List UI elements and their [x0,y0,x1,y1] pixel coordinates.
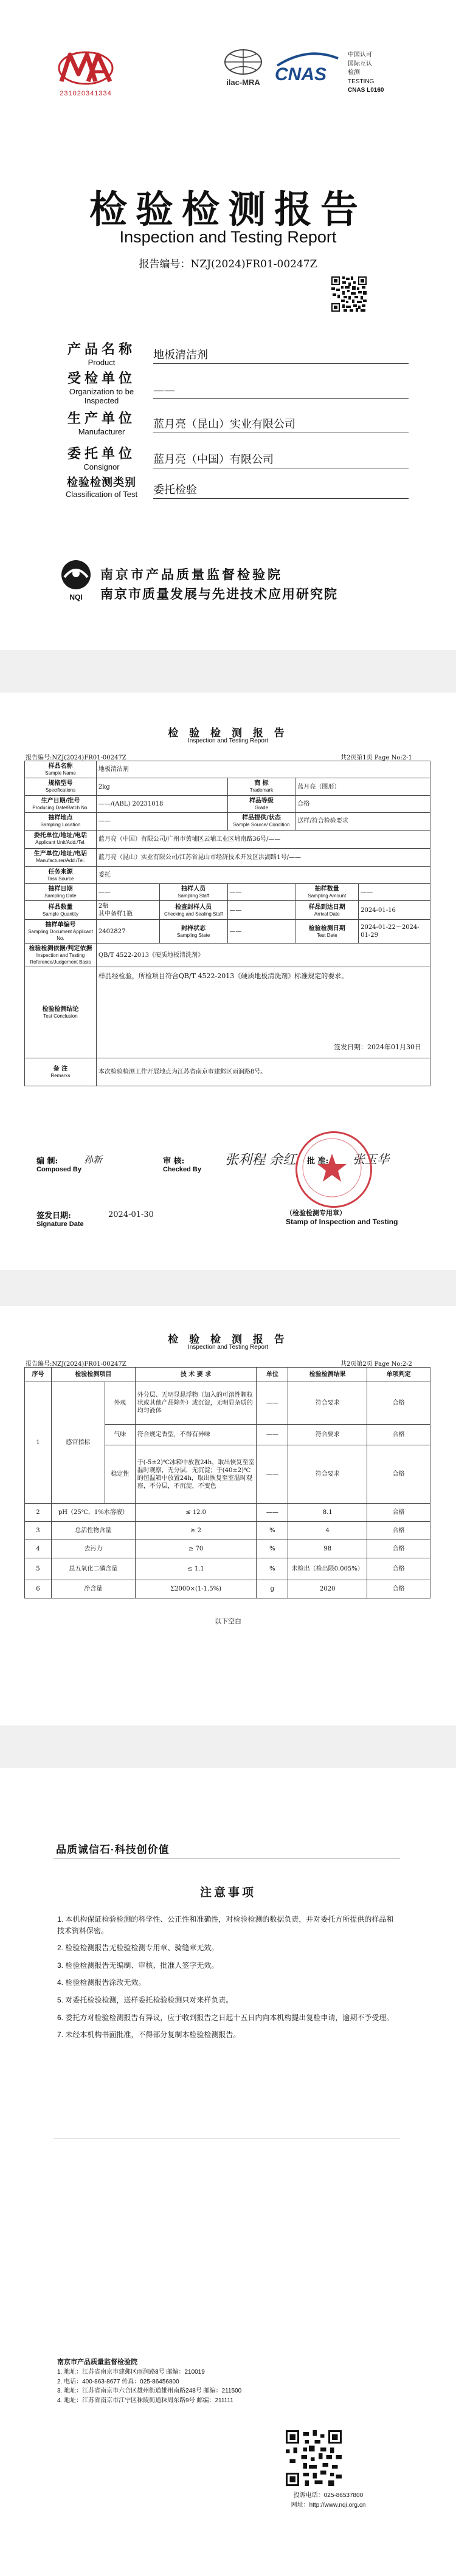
page-subtitle: Inspection and Testing Report [187,1344,269,1351]
spec-value: 2kg [96,778,227,795]
state-value: —— [227,920,295,944]
row-verdict: 合格 [367,1522,430,1540]
row-req: 外分层、无明显悬浮物（加入的可溶性颗粒状或其他产品除外）或沉淀，无明显杂质的均匀液体 [135,1382,257,1425]
row-sub: 稳定性 [105,1445,135,1504]
page-title: 检 验 检 测 报 告 [168,1334,288,1346]
row-verdict: 合格 [367,1558,430,1580]
checked-label-en: Checked By [163,1166,201,1173]
notice-list [57,1914,398,2047]
label-cell: 检查封样人员 Checking and Sealing Staff [159,901,227,920]
cnas-desc-line: 国际互认 [348,60,372,67]
report-info-table [24,761,430,1086]
grade-value: 合格 [295,795,430,812]
sign-date-value: 2024-01-30 [108,1210,154,1219]
row-no: 1 [25,1382,52,1504]
row-verdict: 合格 [367,1425,430,1445]
trademark-value: 蓝月亮（图形） [295,778,430,795]
nqi-text: NQI [69,593,83,601]
institute-name: 南京市产品质量监督检验院 [100,567,283,582]
field-label: 产品名称 [67,341,136,357]
row-req: Σ2000×(1-1.5%) [135,1580,257,1598]
address-line: 3. 地址：江苏省南京市六合区雄州街道雄州南路248号 邮编：211500 [57,2388,242,2395]
row-no: 3 [25,1522,52,1540]
slogan: 品质诚信石·科技创价值 [56,1844,170,1855]
stamp-label-en: Stamp of Inspection and Testing [286,1218,398,1226]
table-row [25,1540,430,1558]
row-unit: —— [257,1425,288,1445]
row-req: ≥ 70 [135,1540,257,1558]
page-number: 共2页第1页 Page No:2-1 [340,755,412,761]
cnas-desc-line: TESTING [348,78,375,85]
field-value: 蓝月亮（中国）有限公司 [153,451,409,468]
notice-item: 6. 委托方对检验检测报告有异议，应于收到报告之日起十五日内向本机构提出复检申请，逾期不予受理。 [57,2013,394,2022]
maker-value: 蓝月亮（昆山）实业有限公司/江苏省昆山市经济技术开发区洪湖路1号/—— [96,848,430,866]
composed-label-en: Composed By [36,1166,81,1173]
field-label: 生产单位 [67,411,136,426]
composed-label-cn: 编 制: [36,1157,58,1166]
end-marker: 以下空白 [215,1617,241,1625]
composer-signature: 孙新 [84,1154,103,1165]
conclusion-cell [96,967,430,1058]
label-cell: 委托单位/地址/电话 Applicant Unit/Add./Tel. [25,830,97,848]
label-cell: 封样状态 Sampling State [159,920,227,944]
row-item: 总活性物含量 [51,1522,135,1540]
field-value: —— [153,384,409,399]
report-title-en: Inspection and Testing Report [119,228,337,246]
sampling-date-value: —— [96,883,159,900]
notice-title: 注意事项 [199,1886,256,1899]
conclusion-text: 样品经检验，所检项目符合QB/T 4522-2013《硬质地板清洗剂》标准规定的要求。 [98,971,348,980]
row-sub: 气味 [105,1425,135,1445]
field-label-en: Organization to be Inspected [69,387,134,405]
label-cell: 检验检测依据/判定依据 Inspection and Testing Reference/Judgement Basis [25,944,97,967]
row-no: 4 [25,1540,52,1558]
staff-value: —— [227,883,295,900]
cma-logo [58,50,114,97]
test-date-value: 2024-01-22～2024-01-29 [359,920,430,944]
official-stamp [295,1131,372,1208]
applicant-value: 蓝月亮（中国）有限公司/广州市黄埔区云埔工业区埔南路36号/—— [96,830,430,848]
row-result: 未检出（检出限0.005%） [288,1558,367,1580]
header-cell: 单位 [257,1368,288,1382]
row-item: 感官指标 [51,1382,105,1504]
row-verdict: 合格 [367,1382,430,1425]
label-cell: 生产日期/批号 Producing Date/Batch No. [25,795,97,812]
table-header-row [25,1368,430,1382]
address-line: 1. 地址：江苏省南京市建邺区雨润路8号 邮编：210019 [57,2369,205,2376]
header-cell: 技 术 要 求 [135,1368,257,1382]
report-page-1 [0,693,456,1270]
amount-value: —— [359,883,430,900]
field-label-en: Product [88,358,116,367]
condition-value: 送样/符合检验要求 [295,813,430,830]
quantity-value: 2瓶 其中备样1瓶 [96,901,159,920]
label-cell: 样品数量 Sample Quantity [25,901,97,920]
report-title-cn: 检验检测报告 [89,187,367,231]
row-req: 符合规定香型，不得有异味 [135,1425,257,1445]
globe-icon [222,49,264,75]
row-no: 6 [25,1580,52,1598]
cnas-text: CNAS [275,64,327,84]
label-cell: 样品提供/状态 Sample Source/ Condition [227,813,295,830]
row-verdict: 合格 [367,1445,430,1504]
header-cell: 检验检测项目 [51,1368,135,1382]
row-verdict: 合格 [367,1504,430,1522]
notice-item: 7. 未经本机构书面批准，不得部分复制本检验检测报告。 [57,2030,241,2040]
approver-signature: 张玉华 [353,1152,389,1166]
row-unit: % [257,1558,288,1580]
qr-code-icon [331,276,367,312]
label-cell: 样品等级 Grade [227,795,295,812]
row-result: 符合要求 [288,1382,367,1425]
check-value: —— [227,901,295,920]
table-row [25,1504,430,1522]
row-item: 总五氧化二磷含量 [51,1558,135,1580]
row-result: 8.1 [288,1504,367,1522]
results-table [24,1367,430,1598]
stamp-label-cn: （检验检测专用章） [286,1209,346,1217]
label-cell: 样品到达日期 Arrival Date [295,901,359,920]
row-unit: —— [257,1382,288,1425]
field-manufacturer [56,408,409,436]
notice-item: 4. 检验检测报告涂改无效。 [57,1978,146,1987]
cma-icon [58,50,114,87]
stamp-label [286,1208,398,1226]
field-label-en: Manufacturer [78,427,125,436]
checker-signature: 张利程 余红 [225,1153,296,1168]
row-unit: % [257,1540,288,1558]
row-req: ≥ 2 [135,1522,257,1540]
checked-label [163,1154,201,1173]
label-cell: 抽样人员 Sampling Staff [159,883,227,900]
field-value: 地板清洁剂 [153,346,409,364]
label-cell: 检验检测日期 Test Date [295,920,359,944]
notice-item: 3. 检验检测报告无编制、审核、批准人签字无效。 [57,1961,219,1970]
address-line: 4. 地址：江苏省南京市江宁区秣陵街道秣周东路9号 邮编：211111 [57,2397,233,2404]
field-product [56,339,409,367]
cnas-desc [348,51,384,95]
sample-name-value: 地板清洁剂 [96,761,430,778]
field-classification [56,474,409,499]
notice-item: 5. 对委托检验检测，送样委托检验检测只对来样负责。 [57,1995,233,2004]
table-row [25,1580,430,1598]
report-page-2 [0,1306,456,1725]
task-value: 委托 [96,866,430,883]
field-value: 委托检验 [153,481,409,499]
address-line: 2. 电话：400-863-8677 传真：025-86456800 [57,2378,179,2385]
row-req: ≤ 1.1 [135,1558,257,1580]
row-result: 符合要求 [288,1425,367,1445]
location-value: —— [96,813,227,830]
label-cell: 抽样数量 Sampling Amount [295,883,359,900]
row-unit: % [257,1522,288,1540]
field-organization [56,368,409,405]
website[interactable]: 网址：http://www.nqi.org.cn [291,2501,366,2509]
contact-block [268,2491,389,2510]
row-unit: —— [257,1504,288,1522]
issue-date: 签发日期：2024年01月30日 [334,1043,421,1051]
label-cell: 备 注 Remarks [25,1058,97,1086]
page-subtitle: Inspection and Testing Report [187,738,269,744]
page-number: 共2页第2页 Page No:2-2 [340,1361,412,1368]
table-row [25,1522,430,1540]
composed-label [36,1154,81,1173]
row-verdict: 合格 [367,1580,430,1598]
sign-date-label [36,1209,84,1228]
remark-value: 本次检验检测工作开展地点为江苏省南京市建邺区雨润路8号。 [96,1058,430,1086]
header-cell: 检验检测结果 [288,1368,367,1382]
field-value: 蓝月亮（昆山）实业有限公司 [153,416,409,433]
institute-name-2: 南京市质量发展与先进技术应用研究院 [100,586,338,601]
document-value: 2402827 [96,920,159,944]
hotline: 投诉电话：025-86537800 [293,2492,364,2499]
field-label: 检验检测类别 [67,476,136,489]
page-separator [0,650,456,693]
label-cell: 生产单位/地址/电话 Manufacturer/Add./Tel. [25,848,97,866]
star-icon [297,1133,367,1202]
cnas-code: CNAS L0160 [348,87,384,94]
row-req: 于(-5±2)℃冰箱中放置24h，取出恢复至室温时观察，无分层，无沉淀；于(40±2)℃的恒温箱中放置24h，取出恢复至室温时观察，不分层，不沉淀，不变色 [135,1445,257,1504]
field-label-en: Consignor [83,462,120,471]
report-number: 报告编号：NZJ(2024)FR01-00247Z [139,258,317,270]
field-consignor [56,444,409,471]
arrival-value: 2024-01-16 [359,901,430,920]
cover-page [0,0,456,656]
notice-item: 2. 检验检测报告无检验检测专用章、骑缝章无效。 [57,1944,219,1953]
label-cell: 检验检测结论 Test Conclusion [25,967,97,1058]
ilac-text: ilac-MRA [226,78,260,87]
cnas-desc-line: 检测 [348,69,360,76]
page-separator [0,1725,456,1768]
table-row [25,1382,430,1425]
notice-page [0,1768,456,2576]
basis-value: QB/T 4522-2013《硬质地板清洗剂》 [96,944,430,967]
checked-label-cn: 审 核: [163,1157,185,1166]
row-result: 98 [288,1540,367,1558]
label-cell: 任务来源 Task Source [25,866,97,883]
label-cell: 抽样单编号 Sampling Document Applicant No. [25,920,97,944]
batch-value: ——/(ABL) 20231018 [96,795,227,812]
wechat-qr[interactable] [286,2430,342,2486]
field-label: 受检单位 [67,371,136,386]
header-cell: 序号 [25,1368,52,1382]
qr-code-icon [286,2430,342,2486]
row-result: 4 [288,1522,367,1540]
label-cell: 样品名称 Sample Name [25,761,97,778]
sign-date-label-cn: 签发日期: [36,1211,71,1221]
row-result: 2020 [288,1580,367,1598]
row-verdict: 合格 [367,1540,430,1558]
row-unit: —— [257,1445,288,1504]
page-separator [0,1270,456,1306]
row-item: pH（25℃，1%水溶液） [51,1504,135,1522]
label-cell: 商 标 Trademark [227,778,295,795]
row-item: 净含量 [51,1580,135,1598]
label-cell: 抽样日期 Sampling Date [25,883,97,900]
page-title: 检 验 检 测 报 告 [168,727,288,739]
field-label-en: Classification of Test [65,490,138,499]
row-no: 2 [25,1504,52,1522]
report-number: 报告编号:NZJ(2024)FR01-00247Z [26,1361,126,1368]
org-name: 南京市产品质量监督检验院 [57,2358,137,2366]
field-label: 委托单位 [67,446,136,462]
nqi-emblem-icon [56,559,96,593]
approved-label-cn: 批 准: [307,1157,329,1166]
label-cell: 规格型号 Specifications [25,778,97,795]
row-item: 去污力 [51,1540,135,1558]
cma-code: 231020341334 [60,90,112,97]
qr-code[interactable] [331,276,367,312]
address-block [57,2357,258,2405]
report-number: 报告编号:NZJ(2024)FR01-00247Z [26,755,126,761]
ilac-logo [218,49,269,87]
row-sub: 外观 [105,1382,135,1425]
table-row [25,1558,430,1580]
notice-item: 1. 本机构保证检验检测的科学性、公正性和准确性，对检验检测的数据负责，并对委托方所提供的样品和技术资料保密。 [57,1915,394,1935]
row-unit: g [257,1580,288,1598]
sign-date-label-en: Signature Date [36,1221,84,1228]
row-result: 符合要求 [288,1445,367,1504]
label-cell: 抽样地点 Sampling Location [25,813,97,830]
cnas-logo [275,50,343,85]
row-req: ≤ 12.0 [135,1504,257,1522]
cnas-desc-line: 中国认可 [348,52,372,58]
nqi-logo [56,559,96,599]
header-cell: 单项判定 [367,1368,430,1382]
row-no: 5 [25,1558,52,1580]
